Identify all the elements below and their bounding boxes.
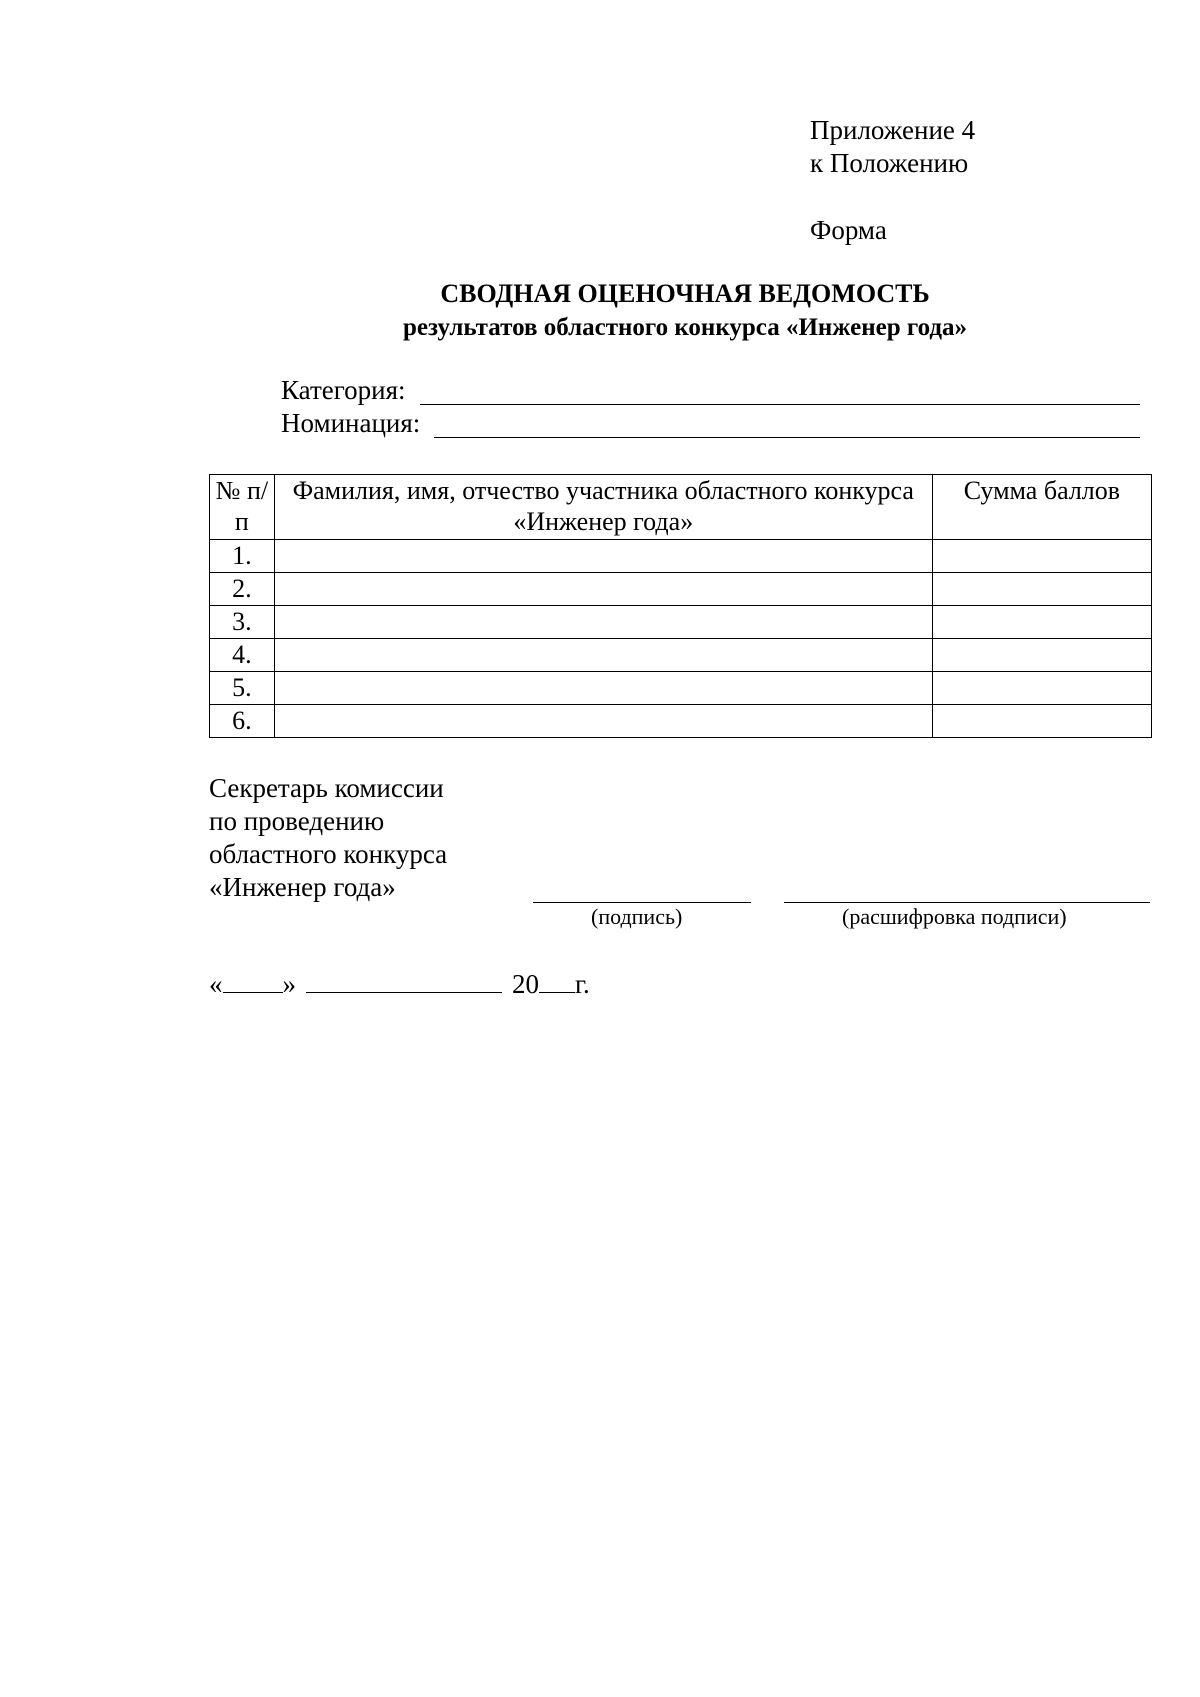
table-row xyxy=(210,540,1152,573)
header-score-total: Сумма баллов xyxy=(932,475,1151,540)
participant-name-cell[interactable] xyxy=(274,606,932,639)
row-number: 6. xyxy=(210,705,275,738)
header-participant-name: Фамилия, имя, отчество участника областного конкурса «Инженер года» xyxy=(274,475,932,540)
appendix-regulation: к Положению xyxy=(810,148,969,178)
day-fill-line[interactable] xyxy=(223,966,283,993)
score-cell[interactable] xyxy=(932,573,1151,606)
row-number: 4. xyxy=(210,639,275,672)
score-cell[interactable] xyxy=(932,606,1151,639)
table-row xyxy=(210,606,1152,639)
row-number: 5. xyxy=(210,672,275,705)
form-label: Форма xyxy=(810,215,887,245)
nomination-label: Номинация: xyxy=(281,408,421,438)
table-row xyxy=(210,672,1152,705)
score-cell[interactable] xyxy=(932,705,1151,738)
row-number: 1. xyxy=(210,540,275,573)
category-fill-line[interactable] xyxy=(420,404,1140,405)
participant-name-cell[interactable] xyxy=(274,573,932,606)
appendix-number: Приложение 4 xyxy=(810,115,976,145)
category-label: Категория: xyxy=(281,375,406,405)
year-fill-line[interactable] xyxy=(539,966,575,993)
results-table xyxy=(209,474,1152,738)
score-cell[interactable] xyxy=(932,672,1151,705)
month-fill-line[interactable] xyxy=(306,966,502,993)
signature-decipher-caption: (расшифровка подписи) xyxy=(842,904,1067,929)
table-header-row xyxy=(210,475,1152,540)
secretary-title xyxy=(209,772,447,904)
participant-name-cell[interactable] xyxy=(274,540,932,573)
signature-caption: (подпись) xyxy=(591,904,683,929)
score-cell[interactable] xyxy=(932,540,1151,573)
date-open-quote: « xyxy=(209,969,223,999)
year-prefix: 20 xyxy=(512,969,539,999)
row-number: 2. xyxy=(210,573,275,606)
participant-name-cell[interactable] xyxy=(274,639,932,672)
year-suffix: г. xyxy=(575,969,590,999)
nomination-fill-line[interactable] xyxy=(434,437,1140,438)
score-cell[interactable] xyxy=(932,639,1151,672)
table-row xyxy=(210,639,1152,672)
secretary-role-line: «Инженер года» xyxy=(209,872,396,902)
row-number: 3. xyxy=(210,606,275,639)
date-line xyxy=(209,966,590,1001)
document-subtitle: результатов областного конкурса «Инженер года» xyxy=(402,314,967,341)
participant-name-cell[interactable] xyxy=(274,705,932,738)
appendix-reference xyxy=(810,114,975,180)
participant-name-cell[interactable] xyxy=(274,672,932,705)
date-close-quote: » xyxy=(282,969,296,999)
header-number: № п/п xyxy=(210,475,275,540)
table-row xyxy=(210,573,1152,606)
document-title: СВОДНАЯ ОЦЕНОЧНАЯ ВЕДОМОСТЬ xyxy=(440,279,930,308)
secretary-role-line: областного конкурса xyxy=(209,839,448,869)
secretary-role-line: Секретарь комиссии xyxy=(209,773,444,803)
table-row xyxy=(210,705,1152,738)
secretary-role-line: по проведению xyxy=(209,806,385,836)
